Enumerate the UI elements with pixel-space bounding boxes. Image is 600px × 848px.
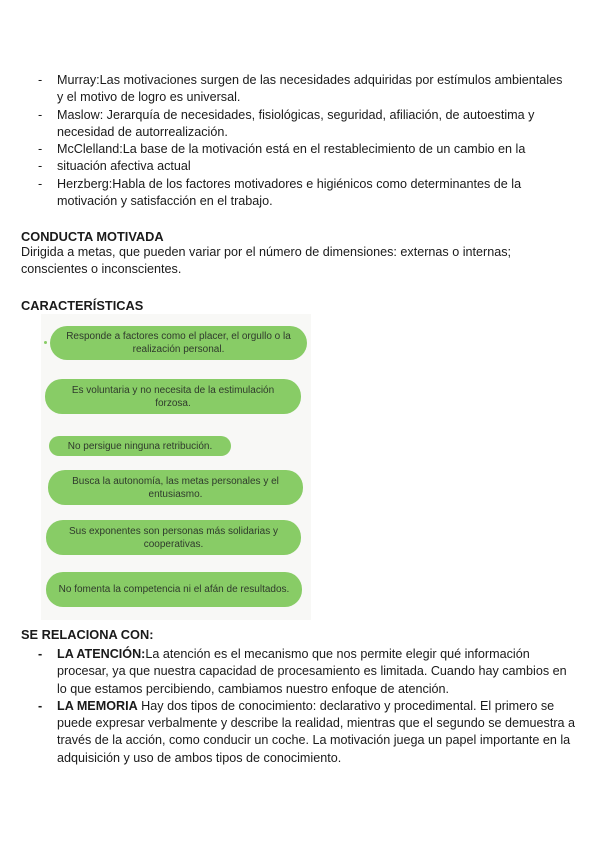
list-item	[38, 176, 568, 211]
relaciona-heading: SE RELACIONA CON:	[21, 627, 154, 642]
characteristic-pill: Responde a factores como el placer, el orgullo o la realización personal.	[50, 326, 307, 360]
caracteristicas-heading: CARACTERÍSTICAS	[21, 298, 144, 313]
bullet-dash: -	[38, 142, 43, 157]
characteristic-pill: Busca la autonomía, las metas personales y el entusiasmo.	[48, 470, 303, 505]
memoria-text: Hay dos tipos de conocimiento: declarativo y procedimental. El primero se puede expresar verbalmente y describe la realidad, mientras que el segundo se demuestra a través de la acción, como conducir un coche. La motivación juega un papel importante en la adquisición y uso de ambos tipos de conocimiento.	[57, 698, 576, 765]
atencion-term: LA ATENCIÓN:	[57, 647, 146, 661]
bullet-dot	[44, 341, 47, 344]
characteristic-pill: No fomenta la competencia ni el afán de resultados.	[46, 572, 302, 607]
conducta-heading: CONDUCTA MOTIVADA	[21, 229, 164, 244]
bullet-dash: -	[38, 159, 43, 174]
caracteristicas-diagram	[41, 314, 311, 620]
characteristic-pill: Sus exponentes son personas más solidarias y cooperativas.	[46, 520, 301, 555]
bullet-dash: -	[38, 647, 43, 661]
list-item	[38, 158, 568, 175]
list-item	[38, 107, 568, 142]
memoria-term: LA MEMORIA	[57, 698, 138, 713]
list-item	[38, 72, 568, 107]
bullet-dash: -	[38, 73, 43, 87]
theorist-murray: Murray:Las motivaciones surgen de las necesidades adquiridas por estímulos ambientales y el motivo de logro es universal.	[57, 73, 563, 105]
conducta-text: Dirigida a metas, que pueden variar por el número de dimensiones: externas o internas; conscientes o inconscientes.	[21, 245, 512, 277]
theorist-mcclelland: McClelland:La base de la motivación está en el restablecimiento de un cambio en la	[57, 142, 526, 157]
relaciona-list	[38, 646, 578, 767]
bullet-dash: -	[38, 176, 43, 191]
theorists-list	[38, 72, 568, 210]
bullet-dash: -	[38, 107, 43, 122]
atencion-text: La atención es el mecanismo que nos permite elegir qué información procesar, ya que nuestra capacidad de procesamiento es limitada. Cuando hay cambios en lo que estamos percibiendo, cambiamos nuestro enfoque de atención.	[57, 647, 567, 696]
theorist-maslow: Maslow: Jerarquía de necesidades, fisiológicas, seguridad, afiliación, de autoestima y necesidad de autorrealización.	[57, 107, 535, 139]
list-item	[38, 698, 578, 767]
bullet-dash: -	[38, 698, 43, 713]
theorist-herzberg: Herzberg:Habla de los factores motivadores e higiénicos como determinantes de la motivación y satisfacción en el trabajo.	[57, 176, 522, 209]
list-item	[38, 646, 578, 698]
list-item	[38, 141, 568, 158]
characteristic-pill: No persigue ninguna retribución.	[49, 436, 231, 456]
theorist-mcclelland-cont: situación afectiva actual	[57, 159, 191, 174]
characteristic-pill: Es voluntaria y no necesita de la estimulación forzosa.	[45, 379, 301, 414]
